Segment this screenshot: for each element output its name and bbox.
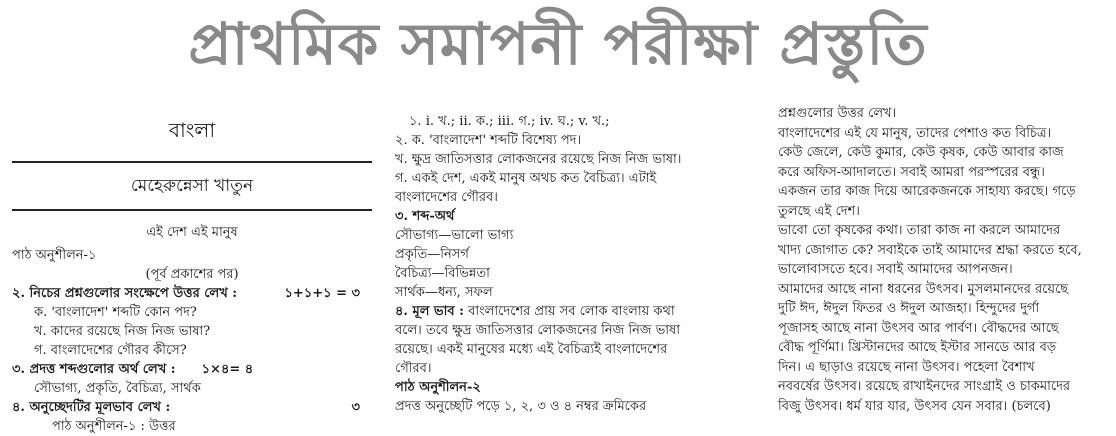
- theme-line: বলে। তবে ক্ষুদ্র জাতিসত্তার লোকজনের নিজ নিজ ভাষা: [395, 323, 680, 338]
- passage-line: বৌদ্ধ পূর্ণিমা। খ্রিস্টানদের আছে ইস্টার সানডে আর বড়: [778, 340, 1057, 355]
- passage-line: পূজাসহ আছে নানা উৎসব আর পার্বণ। বৌদ্ধদের আছে: [778, 320, 1059, 336]
- theme-first-line: [395, 302, 765, 321]
- passage-line: তুলছে এই দেশ।: [778, 203, 860, 219]
- theme-text: বাংলাদেশের প্রায় সব লোক বাংলায় কথা: [468, 304, 675, 319]
- word-meaning: সার্থক—ধন্য, সফল: [395, 285, 493, 300]
- author-name: মেহেরুন্নেসা খাতুন: [130, 176, 254, 196]
- lesson-title: এই দেশ এই মানুষ: [146, 225, 238, 240]
- answer-line: ২. ক. 'বাংলাদেশ' শব্দটি বিশেষ্য পদ।: [395, 133, 582, 148]
- passage-line: বাংলাদেশের এই যে মানুষ, তাদের পেশাও কত বিচিত্র।: [778, 125, 1052, 141]
- passage-line: একজন তার কাজ দিয়ে আরেকজনকে সাহায্য করছে। গড়ে: [778, 184, 1076, 199]
- passage-line: খাদ্য জোগাত কে? সবাইকে তাই আমাদের শ্রদ্ধা করতে হবে,: [778, 242, 1082, 258]
- theme-line: রয়েছে। একই মানুষের মধ্যে এই বৈচিত্র্যই বাংলাদেশের: [395, 342, 668, 357]
- question-text: ৪. অনুচ্ছেদটির মূলভাব লেখ :: [12, 400, 171, 415]
- theme-label: ৪. মূল ভাব :: [395, 304, 464, 319]
- sub-question: ক. 'বাংলাদেশ' শব্দটি কোন পদ?: [34, 305, 197, 320]
- question-marks: ১+১+১ = ৩: [284, 286, 360, 301]
- theme-line: গৌরব।: [395, 361, 432, 376]
- word-meaning: প্রকৃতি—নিসর্গ: [395, 247, 469, 262]
- word-meaning: সৌভাগ্য—ভালো ভাগ্য: [395, 228, 514, 243]
- practice-2-heading: পাঠ অনুশীলন-২: [395, 380, 481, 395]
- practice-2-line: প্রদত্ত অনুচ্ছেটি পড়ে ১, ২, ৩ ও ৪ নম্বর ক্রমিকের: [395, 399, 647, 414]
- passage-line: করে অফিস-আদালতে। সবাই আমরা পরস্পরের বন্ধু।: [778, 164, 1045, 180]
- answer-line: ১. i. খ.; ii. ক.; iii. গ.; iv. ঘ.; v. খ.;: [409, 114, 610, 129]
- column-questions: [12, 100, 372, 434]
- answer-line: গ. একই দেশ, একই মানুষ অথচ কত বৈচিত্র্য। এটাই: [395, 171, 657, 186]
- passage-line: প্রশ্নগুলোর উত্তর লেখ।: [778, 106, 897, 121]
- question-marks: ৩: [351, 400, 360, 415]
- question-3: [12, 360, 372, 379]
- continued-note: (পূর্ব প্রকাশের পর): [145, 267, 239, 282]
- question-text: ২. নিচের প্রশ্নগুলোর সংক্ষেপে উত্তর লেখ :: [12, 286, 238, 301]
- banner-title: প্রাথমিক সমাপনী পরীক্ষা প্রস্তুতি: [188, 9, 928, 78]
- passage-line: দিন। এ ছাড়াও রয়েছে নানা উৎসব। পহেলা বৈশাখ: [778, 359, 1035, 375]
- passage-line: বিজু উৎসব। ধর্ম যার যার, উৎসব যেন সবার। (চলবে): [778, 398, 1051, 414]
- passage-line: ভাবো তো কৃষকের কথা। তারা কাজ না করলে আমাদের: [778, 223, 1061, 238]
- question-2: [12, 284, 372, 303]
- question-text: ৩. প্রদত্ত শব্দগুলোর অর্থ লেখ :: [12, 362, 176, 377]
- passage-line: আমাদের আছে নানা ধরনের উৎসব। মুসলমানদের রয়েছে: [778, 281, 1069, 297]
- passage-line: দুটি ঈদ, ঈদুল ফিতর ও ঈদুল আজহা। হিন্দুদের দুর্গা: [778, 301, 1040, 316]
- passage-line: নববর্ষের উৎসব। রয়েছে রাখাইনদের সাংগ্রাই ও চাকমাদের: [778, 379, 1071, 394]
- answer-line: খ. ক্ষুদ্র জাতিসত্তার লোকজনের রয়েছে নিজ নিজ ভাষা।: [395, 152, 682, 167]
- word-list: সৌভাগ্য, প্রকৃতি, বৈচিত্র্য, সার্থক: [34, 381, 201, 396]
- passage-line: কেউ জেলে, কেউ কুমার, কেউ কৃষক, কেউ আবার কাজ: [778, 145, 1064, 160]
- question-4: [12, 398, 372, 417]
- sub-question: গ. বাংলাদেশের গৌরব কীসে?: [34, 343, 187, 358]
- words-heading: ৩. শব্দ-অর্থ: [395, 209, 455, 224]
- sub-question: খ. কাদের রয়েছে নিজ নিজ ভাষা?: [34, 324, 211, 339]
- column-passage: [778, 104, 1108, 422]
- subject-heading: বাংলা: [168, 118, 216, 142]
- answer-heading: পাঠ অনুশীলন-১ : উত্তর: [52, 419, 176, 434]
- word-meaning: বৈচিত্র্য—বিভিন্নতা: [395, 266, 490, 281]
- divider: [12, 209, 372, 211]
- practice-heading: পাঠ অনুশীলন-১: [12, 248, 97, 263]
- passage-line: ভালোবাসতে হবে। সবাই আমাদের আপনজন।: [778, 262, 1013, 277]
- question-marks: ১×৪= ৪: [201, 362, 254, 377]
- column-answers: [395, 112, 765, 422]
- newspaper-banner: [0, 0, 1116, 96]
- answer-line: বাংলাদেশের গৌরব।: [395, 190, 498, 205]
